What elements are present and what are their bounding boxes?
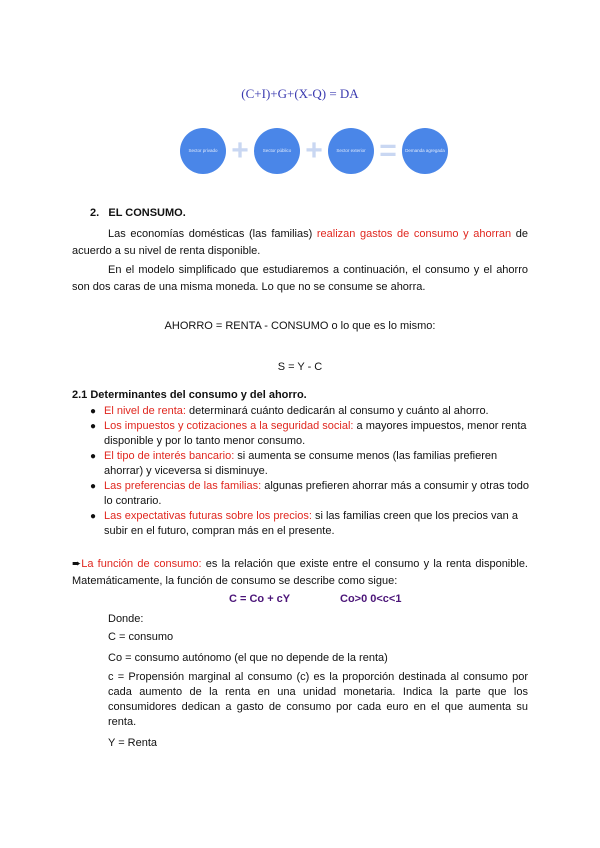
bullet-icon: ● <box>90 481 97 492</box>
section-heading <box>90 207 186 219</box>
paragraph-model: En el modelo simplificado que estudiaremos a continuación, el consumo y el ahorro son dos caras de una misma moneda. Lo que no se consume se ahorra. <box>72 264 528 293</box>
section-number: 2. <box>90 207 100 219</box>
item-label: El nivel de renta: <box>104 405 186 417</box>
list-item <box>72 449 530 479</box>
item-text: si las familias creen que los precios van a subir en el futuro, compran más en el presente. <box>104 510 518 537</box>
list-item <box>72 479 530 509</box>
circle-public-sector: Sector público <box>254 128 300 174</box>
item-text: determinará cuánto dedicarán al consumo y cuánto al ahorro. <box>185 405 489 417</box>
circle-private-sector: Sector privado <box>180 128 226 174</box>
item-text: si aumenta se consume menos (las familias prefieren ahorrar) y viceversa si disminuye. <box>104 450 498 477</box>
equals-operator: = <box>379 134 397 167</box>
item-label: Los impuestos y cotizaciones a la seguridad social: <box>104 420 354 432</box>
highlighted-text: realizan gastos de consumo y ahorran <box>316 228 512 240</box>
item-label: El tipo de interés bancario: <box>104 450 235 462</box>
paragraph-households <box>72 226 528 259</box>
aggregate-demand-diagram <box>180 128 450 174</box>
determinants-list <box>72 404 530 539</box>
list-item <box>72 404 530 419</box>
plus-operator: + <box>305 134 323 167</box>
definition-y: Y = Renta <box>108 737 158 749</box>
circle-external-sector: Sector exterior <box>328 128 374 174</box>
savings-formula: S = Y - C <box>277 361 323 373</box>
list-item <box>72 419 530 449</box>
bullet-icon: ● <box>90 406 97 417</box>
donde-label: Donde: <box>108 613 144 625</box>
paragraph-consumption-function <box>72 556 528 589</box>
paragraph-text: es la relación que existe entre el consumo y la renta disponible. Matemáticamente, la función de consumo se describe como sigue: <box>72 558 528 587</box>
paragraph-text: de acuerdo a su nivel de renta disponible. <box>72 228 528 257</box>
item-text: algunas prefieren ahorrar más a consumir y otras todo lo contrario. <box>104 480 529 507</box>
bullet-icon: ● <box>90 421 97 432</box>
consumption-conditions: Co>0 0<c<1 <box>340 593 402 605</box>
savings-equation: AHORRO = RENTA - CONSUMO o lo que es lo mismo: <box>164 320 436 332</box>
definition-pmc: c = Propensión marginal al consumo (c) es la proporción destinada al consumo por cada aumento de la renta en una unidad monetaria. Indica la parte que los consumidores dedican a gasto de consumo por cada euro en el que aumenta su renta. <box>108 671 528 728</box>
demand-formula: (C+I)+G+(X-Q) = DA <box>241 86 359 101</box>
bullet-icon: ● <box>90 451 97 462</box>
highlighted-text: La función de consumo: <box>81 558 202 570</box>
subsection-heading: 2.1 Determinantes del consumo y del ahorro. <box>72 389 307 401</box>
consumption-formula: C = Co + cY <box>229 593 291 605</box>
section-title: EL CONSUMO. <box>108 207 186 219</box>
item-text: a mayores impuestos, menor renta disponible y por lo tanto menor consumo. <box>104 420 527 447</box>
list-item <box>72 509 530 539</box>
plus-operator: + <box>231 134 249 167</box>
definition-c: C = consumo <box>108 631 174 643</box>
circle-aggregate-demand: Demanda agregada <box>402 128 448 174</box>
arrow-icon: ➨ <box>72 558 82 570</box>
paragraph-text: Las economías domésticas (las familias) <box>108 228 317 240</box>
item-label: Las expectativas futuras sobre los precios: <box>104 510 312 522</box>
definition-co: Co = consumo autónomo (el que no depende de la renta) <box>108 652 388 664</box>
item-label: Las preferencias de las familias: <box>104 480 262 492</box>
bullet-icon: ● <box>90 511 97 522</box>
